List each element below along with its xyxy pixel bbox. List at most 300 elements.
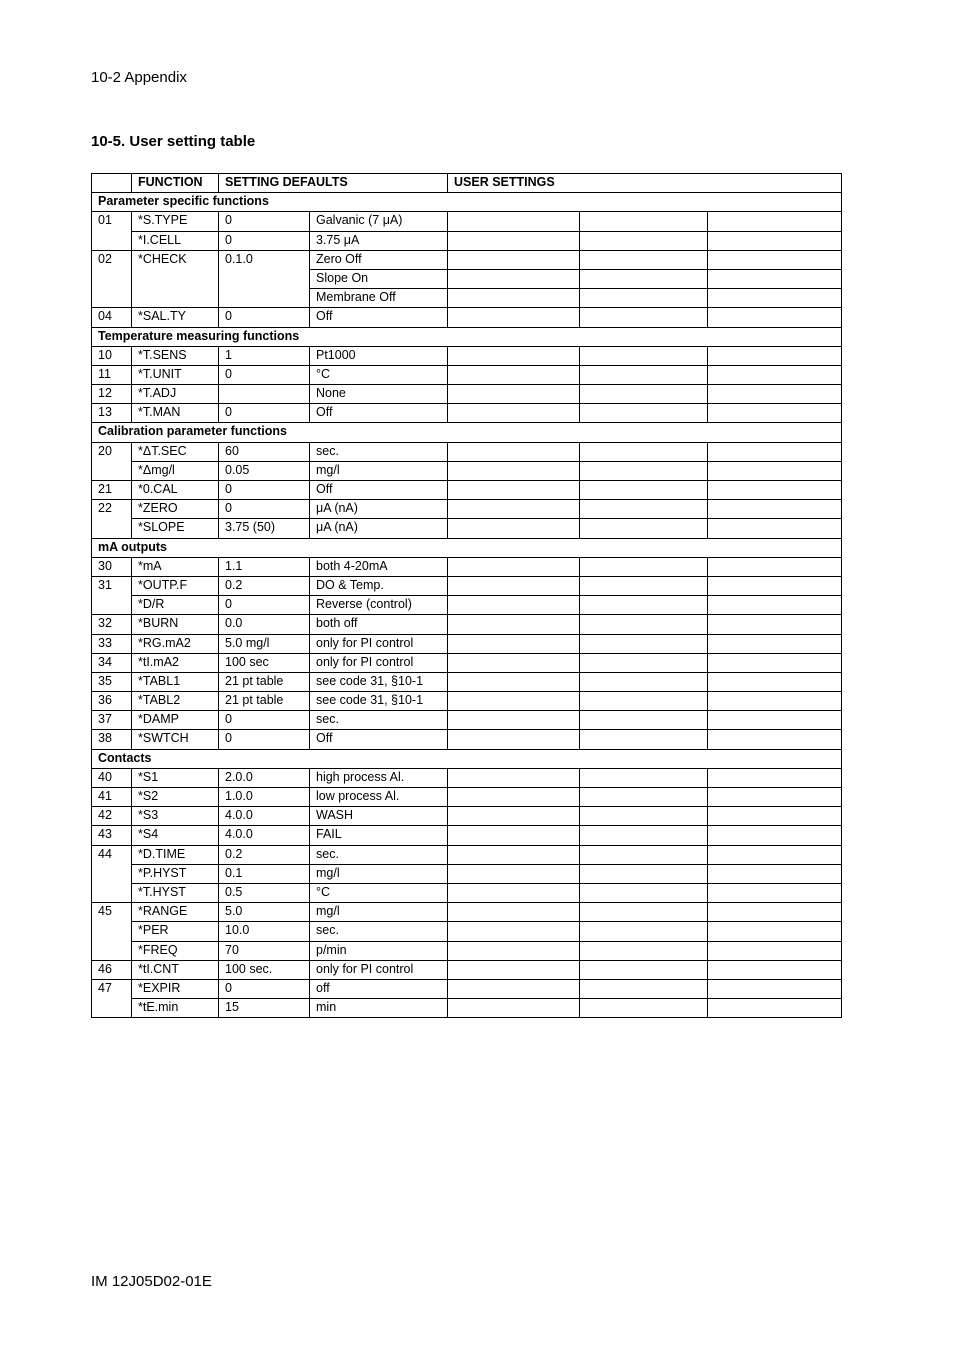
header-setting-defaults: SETTING DEFAULTS [219,174,448,193]
user-setting-cell [708,826,842,845]
header-user-settings: USER SETTINGS [448,174,842,193]
default-description-cell: Pt1000 [310,346,448,365]
table-row [92,807,842,826]
function-cell: *tI.mA2 [132,653,219,672]
user-setting-cell [708,461,842,480]
function-cell: *P.HYST [132,864,219,883]
table-row [92,557,842,576]
function-cell: *mA [132,557,219,576]
user-setting-cell [448,346,580,365]
default-value-cell: 100 sec [219,653,310,672]
default-value-cell: 1.1 [219,557,310,576]
default-description-cell: sec. [310,922,448,941]
function-cell: *tI.CNT [132,960,219,979]
code-cell: 37 [92,711,132,730]
default-description-cell: p/min [310,941,448,960]
default-value-cell: 0 [219,212,310,231]
user-setting-cell [708,557,842,576]
code-cell: 22 [92,500,132,538]
user-setting-cell [448,634,580,653]
user-setting-cell [580,807,708,826]
default-value-cell: 0.2 [219,576,310,595]
section-row [92,538,842,557]
user-setting-cell [708,903,842,922]
section-title: 10-5. User setting table [91,133,256,150]
section-title-cell: mA outputs [92,538,842,557]
user-setting-cell [448,788,580,807]
code-cell: 30 [92,557,132,576]
table-row [92,346,842,365]
user-setting-cell [580,385,708,404]
section-row [92,193,842,212]
default-value-cell: 0.5 [219,883,310,902]
user-setting-cell [580,442,708,461]
user-setting-cell [708,845,842,864]
default-value-cell: 0 [219,596,310,615]
function-cell: *OUTP.F [132,576,219,595]
user-setting-cell [580,212,708,231]
table-row [92,365,842,384]
user-setting-cell [580,864,708,883]
user-setting-cell [580,404,708,423]
code-cell: 36 [92,692,132,711]
user-setting-cell [708,672,842,691]
user-setting-cell [448,922,580,941]
code-cell: 35 [92,672,132,691]
page-header: 10-2 Appendix [91,69,187,86]
default-description-cell: see code 31, §10-1 [310,692,448,711]
code-cell: 12 [92,385,132,404]
user-setting-cell [708,711,842,730]
function-cell: *TABL1 [132,672,219,691]
function-cell: *S4 [132,826,219,845]
function-cell: *T.SENS [132,346,219,365]
user-setting-cell [448,845,580,864]
default-value-cell: 0.05 [219,461,310,480]
section-title-cell: Calibration parameter functions [92,423,842,442]
user-setting-cell [580,711,708,730]
user-setting-cell [448,826,580,845]
default-description-cell: sec. [310,711,448,730]
code-cell: 13 [92,404,132,423]
table-row [92,788,842,807]
default-value-cell: 0 [219,481,310,500]
default-value-cell: 5.0 [219,903,310,922]
default-value-cell: 2.0.0 [219,768,310,787]
user-setting-cell [580,557,708,576]
code-cell: 04 [92,308,132,327]
user-setting-cell [448,269,580,288]
default-description-cell: °C [310,365,448,384]
function-cell: *T.HYST [132,883,219,902]
function-cell: *RG.mA2 [132,634,219,653]
function-cell: *S.TYPE [132,212,219,231]
default-value-cell: 60 [219,442,310,461]
user-setting-cell [448,730,580,749]
function-cell: *RANGE [132,903,219,922]
default-description-cell: low process Al. [310,788,448,807]
user-setting-cell [708,212,842,231]
table-row [92,711,842,730]
function-cell: *SWTCH [132,730,219,749]
user-setting-cell [448,999,580,1018]
user-setting-cell [580,615,708,634]
default-description-cell: Reverse (control) [310,596,448,615]
user-setting-cell [448,864,580,883]
default-description-cell: sec. [310,442,448,461]
function-cell: *S2 [132,788,219,807]
user-setting-cell [708,500,842,519]
user-setting-cell [708,289,842,308]
code-cell: 02 [92,250,132,308]
default-value-cell: 0 [219,308,310,327]
user-setting-cell [580,960,708,979]
default-description-cell: both off [310,615,448,634]
default-description-cell: see code 31, §10-1 [310,672,448,691]
table-row [92,519,842,538]
page-footer: IM 12J05D02-01E [91,1273,212,1290]
user-setting-cell [448,461,580,480]
function-cell: *SLOPE [132,519,219,538]
default-value-cell: 10.0 [219,922,310,941]
user-setting-cell [448,615,580,634]
default-value-cell: 5.0 mg/l [219,634,310,653]
default-description-cell: μA (nA) [310,519,448,538]
default-value-cell: 0.0 [219,615,310,634]
user-setting-cell [580,519,708,538]
user-setting-cell [448,768,580,787]
default-value-cell: 4.0.0 [219,807,310,826]
code-cell: 31 [92,576,132,614]
user-setting-cell [448,365,580,384]
code-cell: 01 [92,212,132,250]
default-value-cell: 1 [219,346,310,365]
default-description-cell: °C [310,883,448,902]
user-setting-cell [448,289,580,308]
user-setting-cell [448,250,580,269]
function-cell: *S3 [132,807,219,826]
user-setting-cell [708,960,842,979]
default-description-cell: DO & Temp. [310,576,448,595]
function-cell: *FREQ [132,941,219,960]
user-setting-cell [580,269,708,288]
default-value-cell: 21 pt table [219,692,310,711]
user-setting-cell [580,922,708,941]
user-setting-cell [708,250,842,269]
user-setting-table [91,173,842,1018]
function-cell: *DAMP [132,711,219,730]
user-setting-cell [448,807,580,826]
function-cell: *tE.min [132,999,219,1018]
user-setting-cell [580,845,708,864]
table-row [92,692,842,711]
table-row [92,922,842,941]
default-value-cell: 0.1.0 [219,250,310,308]
user-setting-cell [708,269,842,288]
function-cell: *SAL.TY [132,308,219,327]
user-setting-cell [448,883,580,902]
function-cell: *EXPIR [132,979,219,998]
default-description-cell: WASH [310,807,448,826]
table-row [92,500,842,519]
section-row [92,423,842,442]
table-row [92,385,842,404]
user-setting-cell [580,461,708,480]
user-setting-cell [580,596,708,615]
user-setting-cell [580,903,708,922]
default-value-cell: 0 [219,979,310,998]
section-title-cell: Temperature measuring functions [92,327,842,346]
user-setting-cell [448,481,580,500]
function-cell: *ZERO [132,500,219,519]
user-setting-cell [580,481,708,500]
default-description-cell: sec. [310,845,448,864]
code-cell: 10 [92,346,132,365]
function-cell: *S1 [132,768,219,787]
default-value-cell: 3.75 (50) [219,519,310,538]
default-description-cell: mg/l [310,864,448,883]
user-setting-cell [448,960,580,979]
default-description-cell: Zero Off [310,250,448,269]
default-value-cell: 0 [219,231,310,250]
user-setting-cell [448,231,580,250]
code-cell: 41 [92,788,132,807]
code-cell: 42 [92,807,132,826]
user-setting-cell [580,692,708,711]
user-setting-cell [708,346,842,365]
header-code-cell [92,174,132,193]
default-value-cell: 0 [219,365,310,384]
default-description-cell: Off [310,308,448,327]
function-cell: *T.UNIT [132,365,219,384]
section-title-cell: Contacts [92,749,842,768]
function-cell: *CHECK [132,250,219,308]
default-value-cell: 15 [219,999,310,1018]
user-setting-cell [580,883,708,902]
code-cell: 38 [92,730,132,749]
user-setting-cell [708,788,842,807]
default-value-cell: 0.2 [219,845,310,864]
user-setting-cell [708,653,842,672]
code-cell: 21 [92,481,132,500]
user-setting-cell [580,941,708,960]
table-row [92,442,842,461]
code-cell: 32 [92,615,132,634]
default-value-cell: 21 pt table [219,672,310,691]
user-setting-cell [448,308,580,327]
table-row [92,883,842,902]
default-description-cell: Galvanic (7 μA) [310,212,448,231]
default-description-cell: Off [310,730,448,749]
code-cell: 46 [92,960,132,979]
user-setting-cell [580,308,708,327]
table-row [92,653,842,672]
user-setting-cell [448,979,580,998]
default-value-cell: 70 [219,941,310,960]
function-cell: *TABL2 [132,692,219,711]
default-value-cell: 100 sec. [219,960,310,979]
user-setting-cell [448,576,580,595]
function-cell: *Δmg/l [132,461,219,480]
function-cell: *D.TIME [132,845,219,864]
user-setting-cell [580,730,708,749]
user-setting-cell [708,941,842,960]
user-setting-cell [448,442,580,461]
user-setting-cell [708,231,842,250]
table-row [92,596,842,615]
section-row [92,749,842,768]
user-setting-cell [448,385,580,404]
user-setting-cell [708,385,842,404]
default-description-cell: Off [310,481,448,500]
user-setting-cell [448,519,580,538]
default-description-cell: mg/l [310,461,448,480]
user-setting-cell [448,941,580,960]
table-row [92,250,842,269]
default-description-cell: None [310,385,448,404]
table-row [92,845,842,864]
user-setting-cell [448,557,580,576]
table-row [92,481,842,500]
function-cell: *0.CAL [132,481,219,500]
table-header-row [92,174,842,193]
table-row [92,672,842,691]
user-setting-cell [580,768,708,787]
user-setting-cell [580,634,708,653]
user-setting-cell [448,500,580,519]
code-cell: 47 [92,979,132,1017]
table-body [92,193,842,1018]
user-setting-cell [580,346,708,365]
user-setting-cell [580,576,708,595]
default-description-cell: FAIL [310,826,448,845]
user-setting-cell [580,672,708,691]
function-cell: *T.MAN [132,404,219,423]
default-description-cell: Off [310,404,448,423]
user-setting-cell [448,692,580,711]
user-setting-cell [708,365,842,384]
user-setting-cell [708,768,842,787]
default-description-cell: only for PI control [310,960,448,979]
user-setting-cell [708,634,842,653]
user-setting-cell [708,864,842,883]
user-setting-cell [708,979,842,998]
user-setting-cell [448,653,580,672]
section-row [92,327,842,346]
table-row [92,730,842,749]
default-description-cell: Membrane Off [310,289,448,308]
user-setting-cell [708,999,842,1018]
user-setting-cell [448,596,580,615]
table-row [92,404,842,423]
default-description-cell: mg/l [310,903,448,922]
function-cell: *PER [132,922,219,941]
user-setting-cell [580,653,708,672]
code-cell: 40 [92,768,132,787]
user-setting-cell [580,979,708,998]
table-row [92,999,842,1018]
code-cell: 33 [92,634,132,653]
user-setting-cell [580,826,708,845]
default-description-cell: min [310,999,448,1018]
user-setting-cell [448,711,580,730]
user-setting-cell [448,404,580,423]
function-cell: *BURN [132,615,219,634]
user-setting-cell [708,883,842,902]
default-description-cell: Slope On [310,269,448,288]
user-setting-cell [708,442,842,461]
table-row [92,864,842,883]
user-setting-cell [708,922,842,941]
user-setting-cell [708,308,842,327]
default-value-cell: 0.1 [219,864,310,883]
table-row [92,768,842,787]
default-value-cell: 1.0.0 [219,788,310,807]
user-setting-cell [448,903,580,922]
user-setting-cell [708,404,842,423]
function-cell: *D/R [132,596,219,615]
table-row [92,960,842,979]
user-setting-cell [708,596,842,615]
default-value-cell: 4.0.0 [219,826,310,845]
table-row [92,634,842,653]
table-row [92,615,842,634]
user-setting-cell [448,212,580,231]
user-setting-cell [580,250,708,269]
user-setting-cell [580,500,708,519]
table-row [92,308,842,327]
default-description-cell: 3.75 μA [310,231,448,250]
user-setting-cell [580,999,708,1018]
user-setting-cell [708,615,842,634]
default-description-cell: only for PI control [310,634,448,653]
user-setting-cell [580,788,708,807]
table-row [92,903,842,922]
code-cell: 11 [92,365,132,384]
user-setting-cell [580,289,708,308]
default-description-cell: off [310,979,448,998]
code-cell: 20 [92,442,132,480]
table-row [92,212,842,231]
default-value-cell: 0 [219,500,310,519]
default-description-cell: both 4-20mA [310,557,448,576]
user-setting-cell [448,672,580,691]
table-row [92,979,842,998]
code-cell: 34 [92,653,132,672]
table-row [92,576,842,595]
table-row [92,826,842,845]
default-value-cell [219,385,310,404]
section-title-cell: Parameter specific functions [92,193,842,212]
code-cell: 45 [92,903,132,961]
user-setting-cell [708,730,842,749]
table-row [92,461,842,480]
user-setting-cell [708,481,842,500]
default-value-cell: 0 [219,730,310,749]
function-cell: *T.ADJ [132,385,219,404]
header-function: FUNCTION [132,174,219,193]
user-setting-cell [708,576,842,595]
default-description-cell: only for PI control [310,653,448,672]
table-row [92,231,842,250]
default-value-cell: 0 [219,404,310,423]
code-cell: 43 [92,826,132,845]
function-cell: *I.CELL [132,231,219,250]
table-row [92,941,842,960]
user-setting-cell [708,519,842,538]
function-cell: *ΔT.SEC [132,442,219,461]
user-setting-cell [708,807,842,826]
